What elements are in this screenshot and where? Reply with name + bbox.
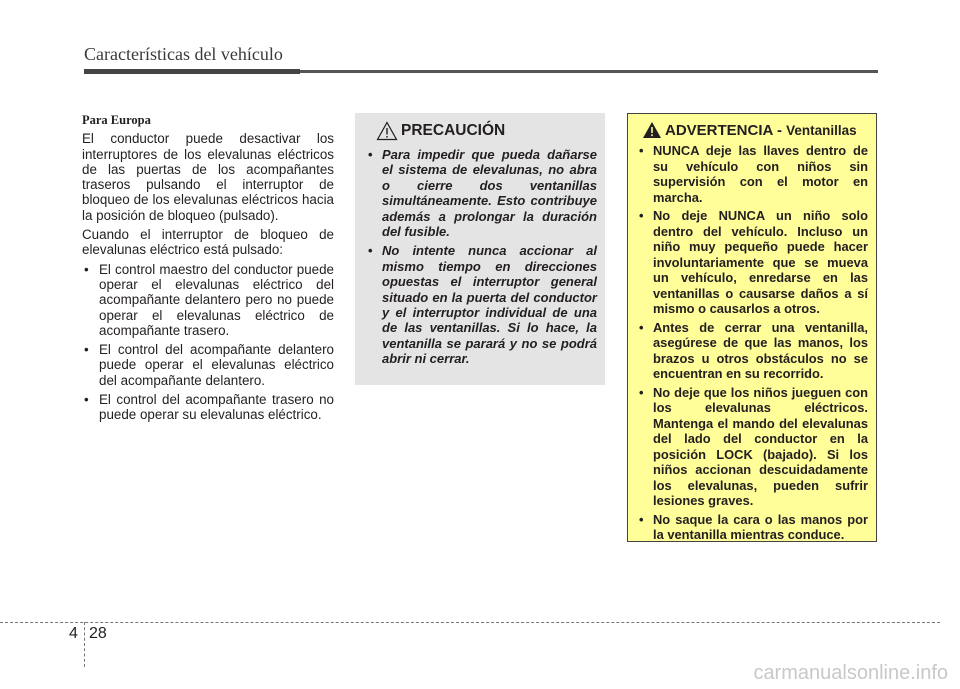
left-column — [82, 113, 334, 427]
list-item: • No intente nunca accionar al mismo tiempo en direcciones opuestas el interruptor general situado en la puerta del conductor y el interruptor individual de una de las ventanillas. Si lo hace, la ventanilla se parará y no se podrá abrir ni cerrar. — [366, 243, 597, 366]
footer-divider — [84, 622, 85, 667]
page-header-title: Características del vehículo — [84, 44, 283, 64]
list-item: • El control del acompañante delantero puede operar el elevalunas eléctrico del acompañante delantero. — [82, 342, 334, 388]
warning-title-suffix: Ventanillas — [786, 122, 857, 138]
page-number: 28 — [89, 625, 107, 642]
list-item: • Antes de cerrar una ventanilla, asegúrese de que las manos, los brazos u otros obstáculos no se encuentran en su recorrido. — [637, 320, 868, 382]
caution-box — [355, 113, 605, 385]
list-item: • El control maestro del conductor puede operar el elevalunas eléctrico del acompañante delantero pero no puede operar el elevalunas eléctrico de acompañante trasero. — [82, 262, 334, 338]
section-subheading: Para Europa — [82, 113, 151, 127]
paragraph: Cuando el interruptor de bloqueo de elevalunas eléctrico está pulsado: — [82, 227, 334, 258]
list-item: • No deje NUNCA un niño solo dentro del vehículo. Incluso un niño muy pequeño puede hacer involuntariamente que se mueva un vehículo, enredarse en las ventanillas o causarse daños a sí mismo o causarlos a otros. — [637, 208, 868, 317]
chapter-number: 4 — [69, 625, 78, 642]
caution-title: PRECAUCIÓN — [401, 122, 506, 139]
footer-rule — [0, 622, 940, 623]
paragraph: El conductor puede desactivar los interruptores de los elevalunas eléctricos de las puertas de los acompañantes traseros pulsando el interruptor de bloqueo de los elevalunas eléctricos hacia la posición de bloqueo (pulsado). — [82, 131, 334, 223]
list-item: • No saque la cara o las manos por la ventanilla mientras conduce. — [637, 512, 868, 543]
list-item: • Para impedir que pueda dañarse el sistema de elevalunas, no abra o cierre dos ventanillas simultáneamente. Esto contribuye además a prolongar la duración del fusible. — [366, 147, 597, 239]
list-item: • NUNCA deje las llaves dentro de su vehículo con niños sin supervisión con el motor en marcha. — [637, 143, 868, 205]
caution-icon — [376, 121, 398, 141]
bullet-list — [82, 262, 334, 423]
list-item: • El control del acompañante trasero no puede operar su elevalunas eléctrico. — [82, 392, 334, 423]
caution-header — [376, 121, 597, 141]
list-item: • No deje que los niños jueguen con los elevalunas eléctricos. Mantenga el mando del elevalunas del lado del conductor en la posición LOCK (bajado). Si los niños accionan descuidadamente los elevalunas, pueden sufrir lesiones graves. — [637, 385, 868, 509]
header-rule-accent — [84, 69, 300, 74]
warning-box — [627, 113, 877, 542]
warning-title: ADVERTENCIA - — [665, 121, 787, 139]
warning-list — [637, 143, 868, 543]
caution-list — [366, 147, 597, 367]
warning-header — [642, 121, 868, 139]
watermark: carmanualsonline.info — [753, 662, 948, 684]
warning-icon — [642, 121, 662, 139]
